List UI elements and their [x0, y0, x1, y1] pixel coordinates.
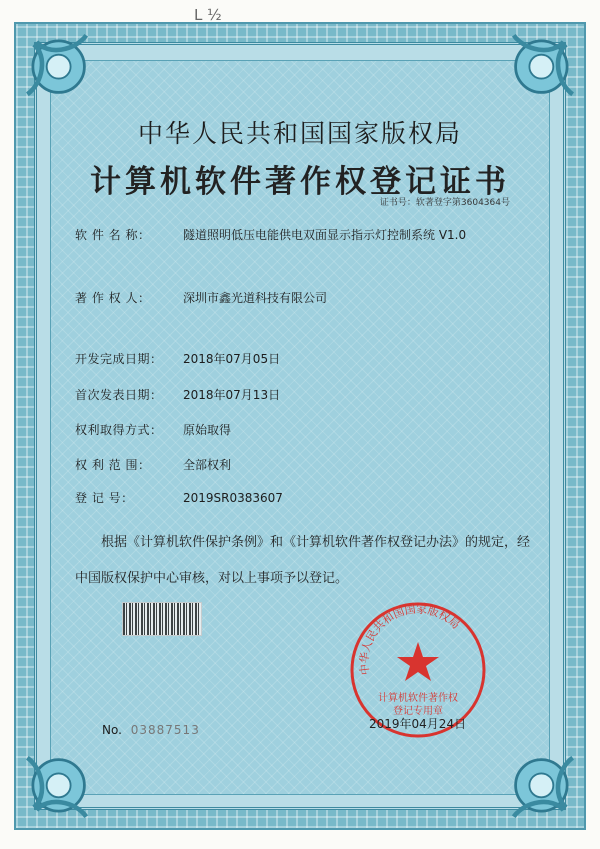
field-row-acquisition-method [75, 421, 525, 439]
serial-label: No. [102, 723, 122, 737]
handwritten-mark: L ½ [194, 6, 222, 24]
corner-ornament-icon [20, 732, 112, 824]
field-value: 2018年07月05日 [183, 352, 281, 366]
issuing-authority: 中华人民共和国国家版权局 [137, 119, 462, 148]
field-row-software-name [75, 226, 525, 244]
field-label: 权利取得方式： [75, 423, 163, 437]
field-label: 著 作 权 人： [75, 291, 151, 305]
barcode-icon [122, 602, 202, 636]
serial-value: 03887513 [130, 723, 200, 737]
field-label: 首次发表日期： [75, 388, 163, 402]
field-row-registration-number [75, 489, 525, 507]
field-value: 全部权利 [183, 458, 232, 472]
certificate-number: 证书号：软著登字第3604364号 [379, 198, 510, 208]
field-row-copyright-owner [75, 289, 525, 307]
corner-ornament-icon [488, 732, 580, 824]
field-label: 权 利 范 围： [75, 458, 151, 472]
seal-arc-text: 中华人民共和国国家版权局 [357, 602, 463, 676]
field-label: 登 记 号： [75, 491, 134, 505]
field-value: 2018年07月13日 [183, 388, 281, 402]
corner-ornament-icon [488, 28, 580, 120]
corner-ornament-icon [20, 28, 112, 120]
field-label: 开发完成日期： [75, 352, 163, 366]
field-label: 软 件 名 称： [75, 228, 151, 242]
seal-line-1: 计算机软件著作权 [378, 693, 458, 704]
seal-line-2: 登记专用章 [393, 706, 443, 717]
field-value: 深圳市鑫光道科技有限公司 [183, 291, 328, 305]
field-value: 2019SR0383607 [183, 491, 283, 505]
field-value: 原始取得 [183, 423, 232, 437]
certificate-title: 计算机软件著作权登记证书 [90, 164, 510, 200]
field-row-publication-date [75, 386, 525, 404]
issue-date: 2019年04月24日 [369, 717, 467, 731]
registration-statement: 根据《计算机软件保护条例》和《计算机软件著作权登记办法》的规定，经中国版权保护中心审核，对以上事项予以登记。 [75, 535, 531, 586]
field-row-rights-scope [75, 456, 525, 474]
field-value: 隧道照明低压电能供电双面显示指示灯控制系统 V1.0 [183, 228, 467, 242]
field-row-development-date [75, 350, 525, 368]
serial-number [102, 723, 200, 737]
